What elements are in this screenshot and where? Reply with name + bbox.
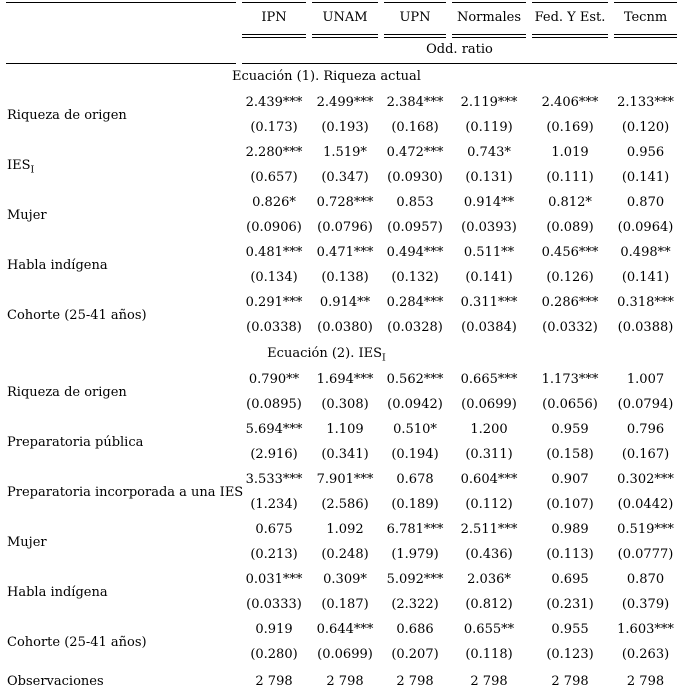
variable-label [6, 141, 236, 191]
coefficient-value: 2.406*** [541, 95, 599, 111]
standard-error-value: (0.173) [250, 120, 298, 136]
variable-label-text: Riqueza de origen [7, 384, 127, 400]
column-header-ipn: IPN [242, 2, 306, 38]
standard-error-value: (0.0942) [387, 397, 443, 413]
coefficient-value: 0.472*** [386, 145, 444, 161]
coefficient-value: 1.092 [326, 522, 364, 538]
coefficient-value: 0.311*** [460, 295, 518, 311]
standard-error-value: (0.141) [465, 270, 513, 286]
coefficient-value: 1.200 [470, 422, 508, 438]
coefficient-value: 0.826* [252, 195, 296, 211]
standard-error-value: (0.379) [621, 597, 670, 613]
variable-label [6, 568, 236, 618]
standard-error-value: (0.187) [321, 597, 369, 613]
standard-error-value: (0.436) [465, 547, 513, 563]
coefficient-value: 0.498** [620, 245, 671, 261]
coefficient-value: 2.384*** [386, 95, 444, 111]
coefficient-value: 0.562*** [386, 372, 444, 388]
coefficient-value: 0.510* [393, 422, 437, 438]
standard-error-value: (0.0964) [617, 220, 674, 236]
observations-value: 2 798 [312, 668, 378, 694]
standard-error-value: (0.0656) [542, 397, 598, 413]
coefficient-value: 0.644*** [316, 622, 374, 638]
standard-error-value: (0.112) [465, 497, 513, 513]
section-title-subscript: I [382, 352, 386, 364]
standard-error-value: (0.167) [621, 447, 670, 463]
coefficient-value: 0.309* [323, 572, 367, 588]
standard-error-value: (0.0957) [387, 220, 443, 236]
standard-error-value: (0.132) [391, 270, 439, 286]
standard-error-value: (0.141) [621, 170, 670, 186]
coefficient-value: 0.743* [467, 145, 511, 161]
standard-error-value: (0.158) [546, 447, 594, 463]
coefficient-value: 0.959 [551, 422, 589, 438]
variable-label [6, 368, 236, 418]
standard-error-value: (0.657) [250, 170, 298, 186]
observations-value: 2 798 [384, 668, 446, 694]
coefficient-row [6, 291, 677, 316]
variable-label-text: Preparatoria incorporada a una IES [7, 484, 244, 500]
column-header-row [6, 2, 677, 38]
coefficient-value: 1.173*** [541, 372, 599, 388]
coefficient-value: 0.655** [463, 622, 515, 638]
coefficient-value: 5.694*** [245, 422, 303, 438]
coefficient-value: 0.914** [319, 295, 371, 311]
section-title [6, 341, 677, 368]
coefficient-value: 0.989 [551, 522, 589, 538]
standard-error-value: (0.0442) [617, 497, 674, 513]
coefficient-value: 0.870 [626, 195, 665, 211]
coefficient-value: 0.812* [548, 195, 592, 211]
standard-error-value: (0.0384) [461, 320, 517, 336]
standard-error-value: (0.0796) [317, 220, 373, 236]
standard-error-value: (0.123) [546, 647, 594, 663]
odd-ratio-label: Odd. ratio [242, 38, 677, 64]
variable-label-text: Riqueza de origen [7, 107, 127, 123]
coefficient-value: 2.511*** [460, 522, 518, 538]
standard-error-value: (0.0338) [246, 320, 302, 336]
standard-error-value: (0.131) [465, 170, 513, 186]
coefficient-value: 0.511** [463, 245, 515, 261]
section-title [6, 64, 677, 91]
coefficient-value: 1.007 [626, 372, 665, 388]
standard-error-value: (0.138) [321, 270, 369, 286]
standard-error-value: (0.248) [321, 547, 369, 563]
standard-error-value: (0.089) [546, 220, 594, 236]
coefficient-value: 0.519*** [617, 522, 674, 538]
variable-label [6, 191, 236, 241]
standard-error-value: (0.0777) [617, 547, 674, 563]
table-body [6, 64, 677, 694]
variable-label [6, 518, 236, 568]
coefficient-value: 0.914** [463, 195, 515, 211]
variable-label-text: Mujer [7, 534, 47, 550]
standard-error-value: (0.169) [546, 120, 594, 136]
standard-error-value: (0.119) [465, 120, 513, 136]
variable-label-text: Mujer [7, 207, 47, 223]
observations-row [6, 668, 677, 694]
coefficient-value: 2.119*** [460, 95, 518, 111]
stub-header-cell [6, 2, 236, 38]
coefficient-value: 0.853 [396, 195, 434, 211]
standard-error-value: (0.141) [621, 270, 670, 286]
coefficient-value: 0.870 [626, 572, 665, 588]
standard-error-value: (0.111) [546, 170, 594, 186]
coefficient-value: 0.956 [626, 145, 665, 161]
coefficient-value: 5.092*** [386, 572, 444, 588]
coefficient-value: 3.533*** [245, 472, 303, 488]
coefficient-value: 0.919 [255, 622, 293, 638]
coefficient-value: 0.686 [396, 622, 434, 638]
coefficient-value: 1.019 [551, 145, 589, 161]
results-table [0, 2, 683, 694]
coefficient-value: 0.907 [551, 472, 589, 488]
standard-error-value: (0.0930) [387, 170, 443, 186]
coefficient-value: 0.291*** [245, 295, 303, 311]
standard-error-value: (1.234) [250, 497, 298, 513]
coefficient-row [6, 368, 677, 393]
coefficient-row [6, 241, 677, 266]
variable-label-text: Habla indígena [7, 584, 108, 600]
column-header-fed-y-est: Fed. Y Est. [532, 2, 608, 38]
standard-error-value: (0.0699) [461, 397, 517, 413]
variable-label-text: Cohorte (25-41 años) [7, 307, 147, 323]
table-header [6, 2, 677, 64]
coefficient-value: 0.675 [255, 522, 293, 538]
variable-label [6, 418, 236, 468]
standard-error-value: (0.207) [391, 647, 439, 663]
variable-label-subscript: I [30, 164, 35, 176]
standard-error-value: (2.916) [250, 447, 298, 463]
observations-value: 2 798 [452, 668, 526, 694]
coefficient-value: 2.280*** [245, 145, 303, 161]
coefficient-value: 0.284*** [386, 295, 444, 311]
coefficient-value: 0.604*** [460, 472, 518, 488]
section-title-text: Ecuación (2). IES [267, 346, 383, 362]
standard-error-value: (0.812) [465, 597, 513, 613]
standard-error-value: (0.0895) [246, 397, 302, 413]
column-header-tecnm: Tecnm [614, 2, 677, 38]
coefficient-value: 1.519* [323, 145, 367, 161]
standard-error-value: (0.126) [546, 270, 594, 286]
subheader-row [6, 38, 677, 64]
standard-error-value: (0.118) [465, 647, 513, 663]
variable-label-text: IES [7, 157, 31, 173]
standard-error-value: (0.113) [546, 547, 594, 563]
variable-label-text: Preparatoria pública [7, 434, 144, 450]
variable-label [6, 91, 236, 141]
standard-error-value: (0.0388) [617, 320, 674, 336]
coefficient-row [6, 618, 677, 643]
observations-value: 2 798 [532, 668, 608, 694]
coefficient-value: 2.499*** [316, 95, 374, 111]
standard-error-value: (0.0380) [317, 320, 373, 336]
standard-error-value: (1.979) [391, 547, 439, 563]
standard-error-value: (0.134) [250, 270, 298, 286]
coefficient-row [6, 518, 677, 543]
observations-label: Observaciones [6, 668, 236, 694]
standard-error-value: (0.0699) [317, 647, 373, 663]
coefficient-row [6, 468, 677, 493]
coefficient-value: 1.694*** [316, 372, 374, 388]
section-title-row [6, 64, 677, 91]
coefficient-value: 0.955 [551, 622, 589, 638]
variable-label [6, 468, 244, 518]
standard-error-value: (0.213) [250, 547, 298, 563]
column-header-normales: Normales [452, 2, 526, 38]
standard-error-value: (2.322) [391, 597, 439, 613]
coefficient-value: 1.109 [326, 422, 364, 438]
standard-error-value: (0.0328) [387, 320, 443, 336]
coefficient-value: 0.031*** [245, 572, 303, 588]
coefficient-value: 0.456*** [541, 245, 599, 261]
coefficient-value: 0.796 [626, 422, 665, 438]
coefficient-value: 0.678 [396, 472, 434, 488]
coefficient-value: 0.286*** [541, 295, 599, 311]
section-title-text: Ecuación (1). Riqueza actual [232, 69, 421, 85]
variable-label [6, 291, 236, 341]
coefficient-row [6, 141, 677, 166]
coefficient-row [6, 191, 677, 216]
coefficient-value: 0.302*** [617, 472, 674, 488]
standard-error-value: (0.308) [321, 397, 369, 413]
coefficient-value: 2.036* [467, 572, 511, 588]
coefficient-row [6, 91, 677, 116]
standard-error-value: (0.0393) [461, 220, 517, 236]
coefficient-value: 7.901*** [316, 472, 374, 488]
coefficient-value: 0.471*** [316, 245, 374, 261]
column-header-unam: UNAM [312, 2, 378, 38]
standard-error-value: (0.0906) [246, 220, 302, 236]
coefficient-value: 2.133*** [617, 95, 674, 111]
coefficient-value: 0.318*** [617, 295, 674, 311]
standard-error-value: (0.107) [546, 497, 594, 513]
coefficient-value: 0.665*** [460, 372, 518, 388]
coefficient-value: 1.603*** [617, 622, 674, 638]
variable-label-text: Habla indígena [7, 257, 108, 273]
standard-error-value: (0.168) [391, 120, 439, 136]
standard-error-value: (0.0333) [246, 597, 302, 613]
standard-error-value: (0.347) [321, 170, 369, 186]
standard-error-value: (0.193) [321, 120, 369, 136]
standard-error-value: (0.120) [621, 120, 670, 136]
standard-error-value: (0.189) [391, 497, 439, 513]
standard-error-value: (0.263) [621, 647, 670, 663]
observations-value: 2 798 [242, 668, 306, 694]
column-header-upn: UPN [384, 2, 446, 38]
coefficient-value: 0.494*** [386, 245, 444, 261]
variable-label [6, 618, 236, 668]
variable-label-text: Cohorte (25-41 años) [7, 634, 147, 650]
standard-error-value: (0.0332) [542, 320, 598, 336]
standard-error-value: (0.0794) [617, 397, 674, 413]
observations-value: 2 798 [614, 668, 677, 694]
variable-label [6, 241, 236, 291]
coefficient-value: 0.481*** [245, 245, 303, 261]
standard-error-value: (2.586) [321, 497, 369, 513]
standard-error-value: (0.280) [250, 647, 298, 663]
coefficient-value: 6.781*** [386, 522, 444, 538]
standard-error-value: (0.341) [321, 447, 369, 463]
coefficient-row [6, 418, 677, 443]
coefficient-value: 0.695 [551, 572, 589, 588]
coefficient-row [6, 568, 677, 593]
standard-error-value: (0.194) [391, 447, 439, 463]
section-title-row [6, 341, 677, 368]
coefficient-value: 0.728*** [316, 195, 374, 211]
coefficient-value: 2.439*** [245, 95, 303, 111]
stub-subheader-cell [6, 38, 236, 64]
standard-error-value: (0.231) [546, 597, 594, 613]
coefficient-value: 0.790** [248, 372, 300, 388]
standard-error-value: (0.311) [465, 447, 513, 463]
